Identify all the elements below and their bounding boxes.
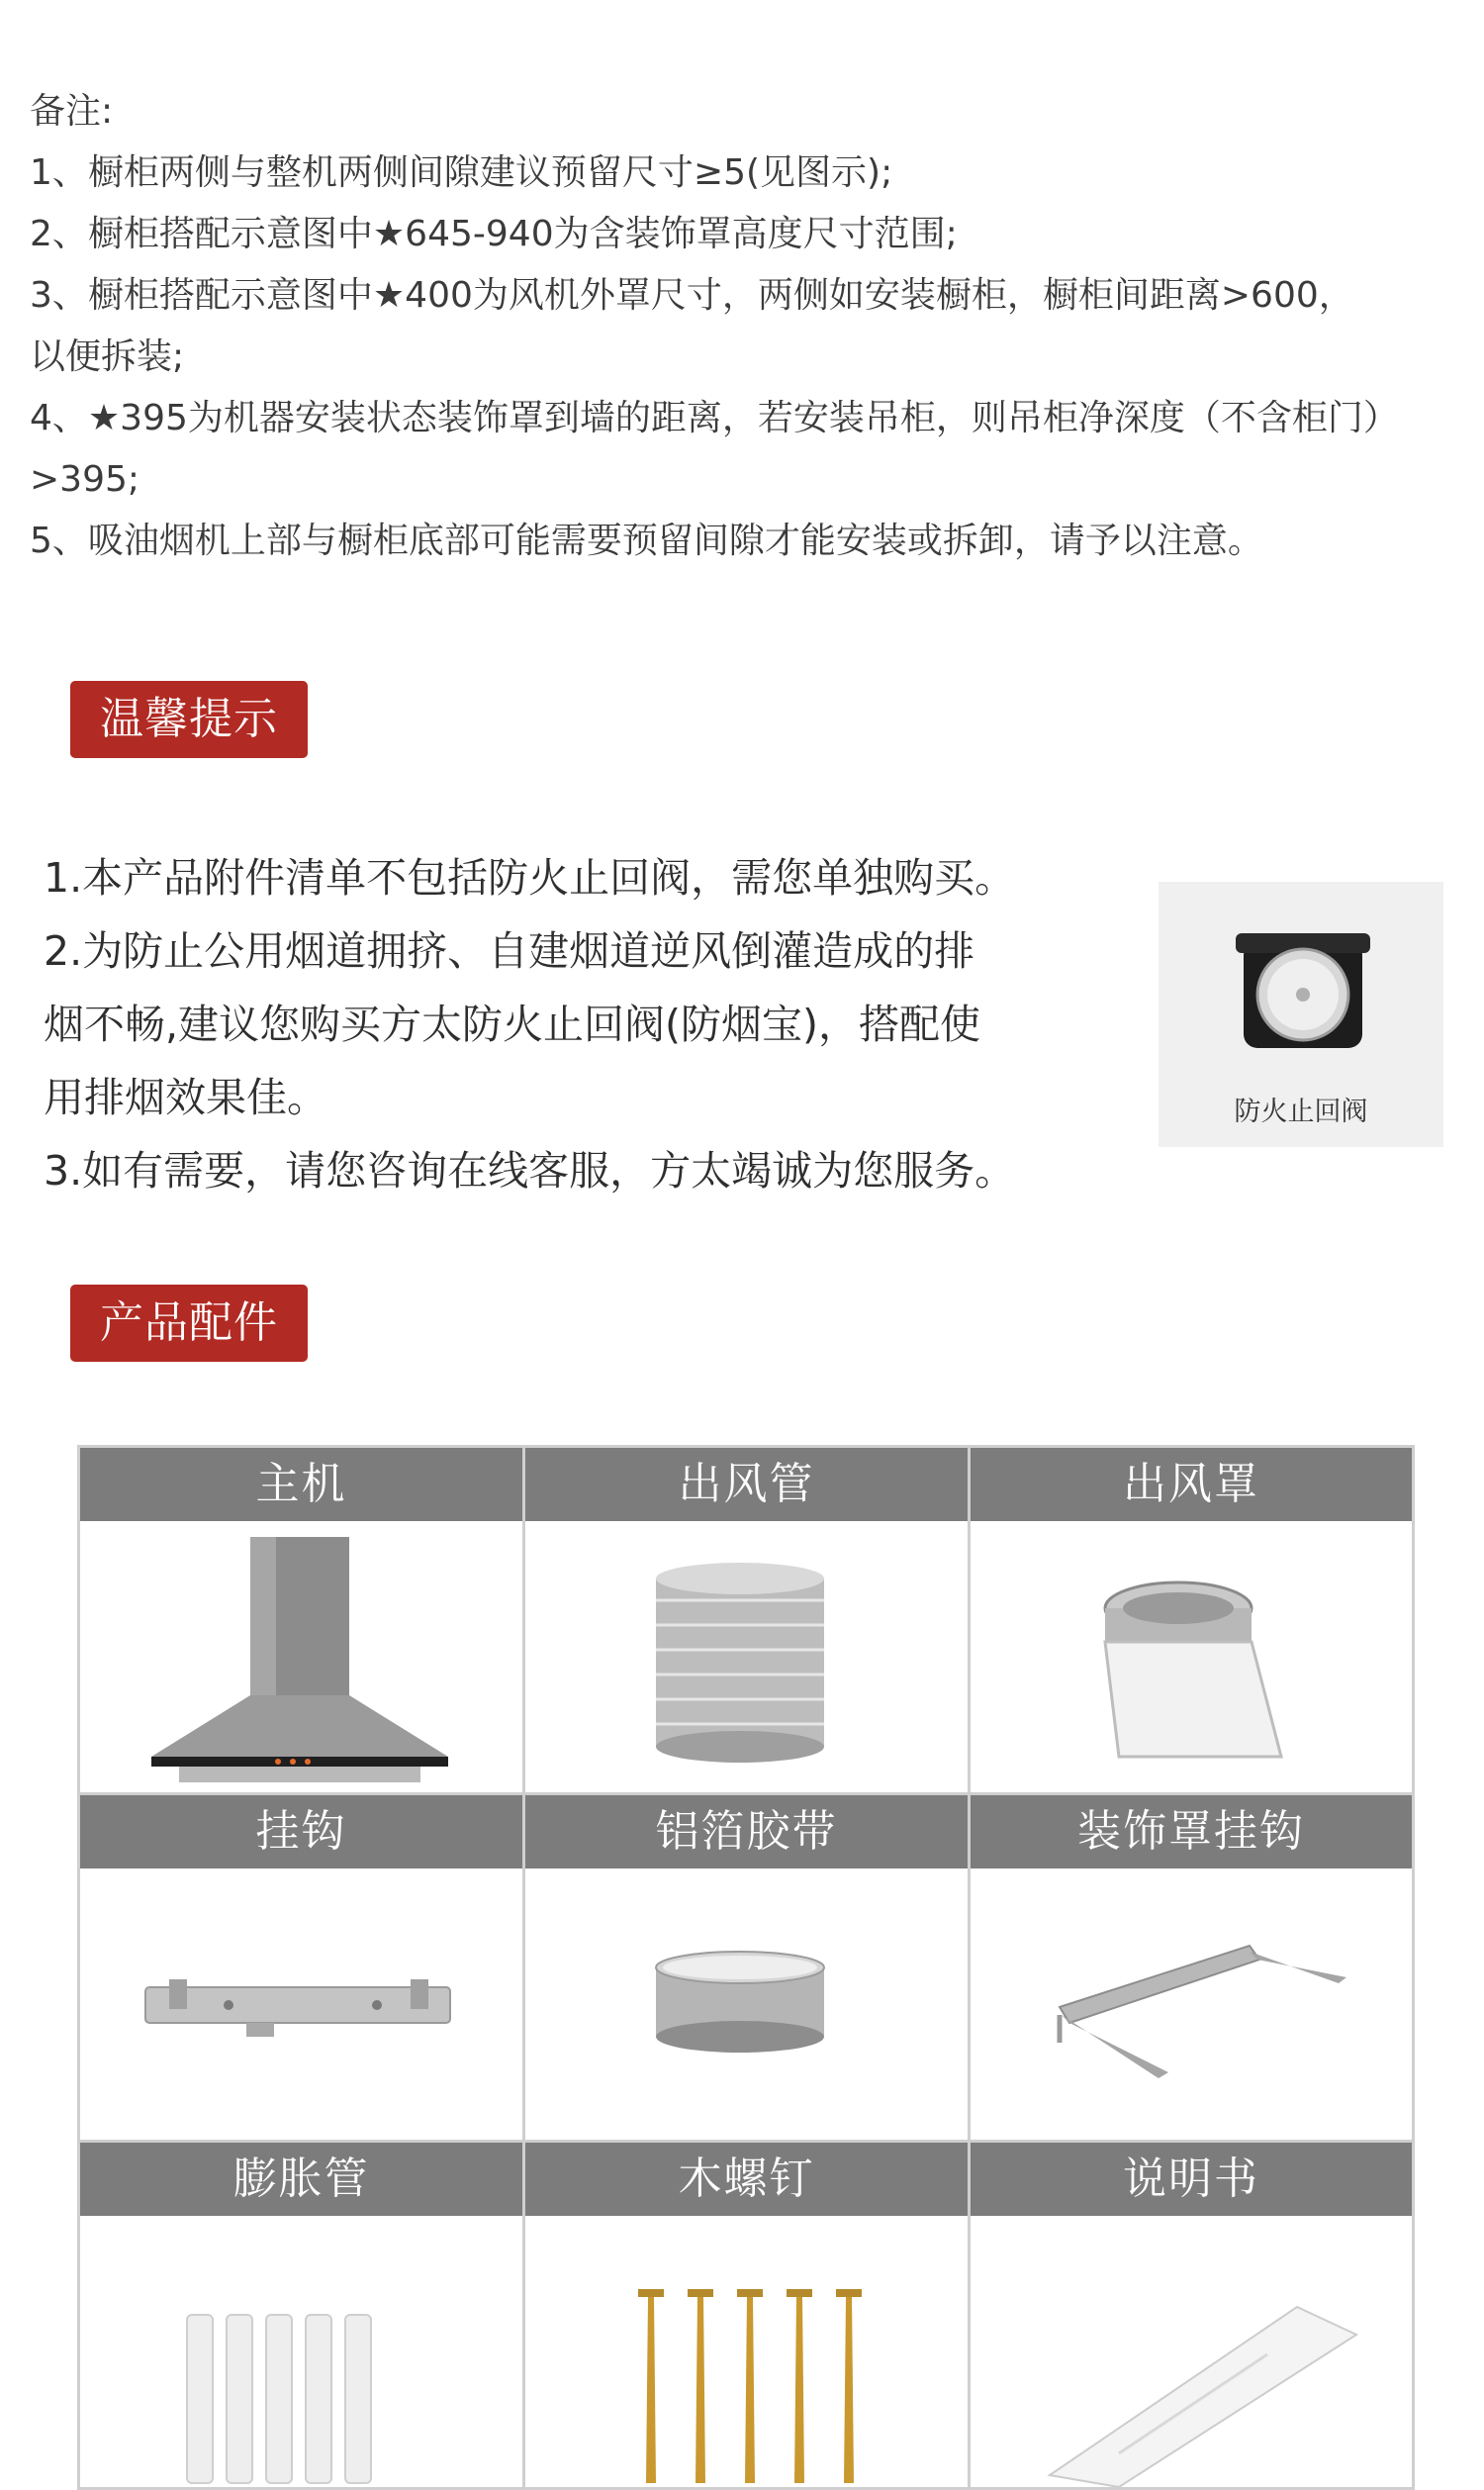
- note-line: 1、橱柜两侧与整机两侧间隙建议预留尺寸≥5(见图示);: [30, 152, 893, 193]
- manual-icon: [971, 2216, 1412, 2487]
- range-hood-icon: [80, 1521, 522, 1792]
- screw-icon: [525, 2216, 968, 2487]
- fire-valve-icon: [1159, 882, 1443, 1080]
- tip-line: 2.为防止公用烟道拥挤、自建烟道逆风倒灌造成的排: [44, 927, 975, 975]
- accessories-section-title: 产品配件: [70, 1285, 308, 1362]
- accessory-cell-manual: [971, 2143, 1412, 2490]
- accessory-label: 出风管: [525, 1448, 968, 1521]
- accessory-label: 出风罩: [971, 1448, 1412, 1521]
- fire-valve-card: [1143, 866, 1459, 1163]
- notes-section: [30, 81, 1464, 572]
- note-line: 5、吸油烟机上部与橱柜底部可能需要预留间隙才能安装或拆卸，请予以注意。: [30, 521, 1263, 561]
- accessory-cell-foil-tape: [525, 1795, 968, 2143]
- accessory-label: 主机: [80, 1448, 522, 1521]
- tip-line: 用排烟效果佳。: [44, 1074, 327, 1121]
- accessory-label: 挂钩: [80, 1795, 522, 1868]
- duct-pipe-icon: [525, 1521, 968, 1792]
- accessory-cell-anchor: [80, 2143, 522, 2490]
- note-line: 4、★395为机器安装状态装饰罩到墙的距离，若安装吊柜，则吊柜净深度（不含柜门）: [30, 398, 1399, 438]
- hook-icon: [80, 1868, 522, 2140]
- accessory-cell-cover-hook: [971, 1795, 1412, 2143]
- tip-line: 3.如有需要，请您咨询在线客服，方太竭诚为您服务。: [44, 1147, 1016, 1195]
- fire-valve-caption: 防火止回阀: [1234, 1097, 1368, 1127]
- accessories-grid: [77, 1445, 1415, 2490]
- foil-tape-icon: [525, 1868, 968, 2140]
- note-line: >395;: [30, 459, 140, 500]
- accessory-cell-main-unit: [80, 1448, 522, 1795]
- accessory-cell-outlet-hood: [971, 1448, 1412, 1795]
- tips-list: [44, 841, 1132, 1207]
- accessory-cell-hook: [80, 1795, 522, 2143]
- accessory-label: 说明书: [971, 2143, 1412, 2216]
- note-line: 以便拆装;: [30, 336, 185, 377]
- accessory-label: 铝箔胶带: [525, 1795, 968, 1868]
- note-line: 3、橱柜搭配示意图中★400为风机外罩尺寸，两侧如安装橱柜，橱柜间距离>600，: [30, 275, 1354, 316]
- tips-section-title: 温馨提示: [70, 681, 308, 758]
- accessory-label: 膨胀管: [80, 2143, 522, 2216]
- outlet-hood-icon: [971, 1521, 1412, 1792]
- cover-hook-icon: [971, 1868, 1412, 2140]
- accessory-cell-duct: [525, 1448, 968, 1795]
- accessory-cell-screw: [525, 2143, 968, 2490]
- note-line: 2、橱柜搭配示意图中★645-940为含装饰罩高度尺寸范围;: [30, 214, 958, 254]
- notes-title: 备注:: [30, 91, 114, 132]
- tip-line: 1.本产品附件清单不包括防火止回阀，需您单独购买。: [44, 854, 1016, 902]
- accessory-label: 装饰罩挂钩: [971, 1795, 1412, 1868]
- accessory-label: 木螺钉: [525, 2143, 968, 2216]
- anchor-icon: [80, 2216, 522, 2487]
- tip-line: 烟不畅,建议您购买方太防火止回阀(防烟宝)，搭配使: [44, 1001, 981, 1048]
